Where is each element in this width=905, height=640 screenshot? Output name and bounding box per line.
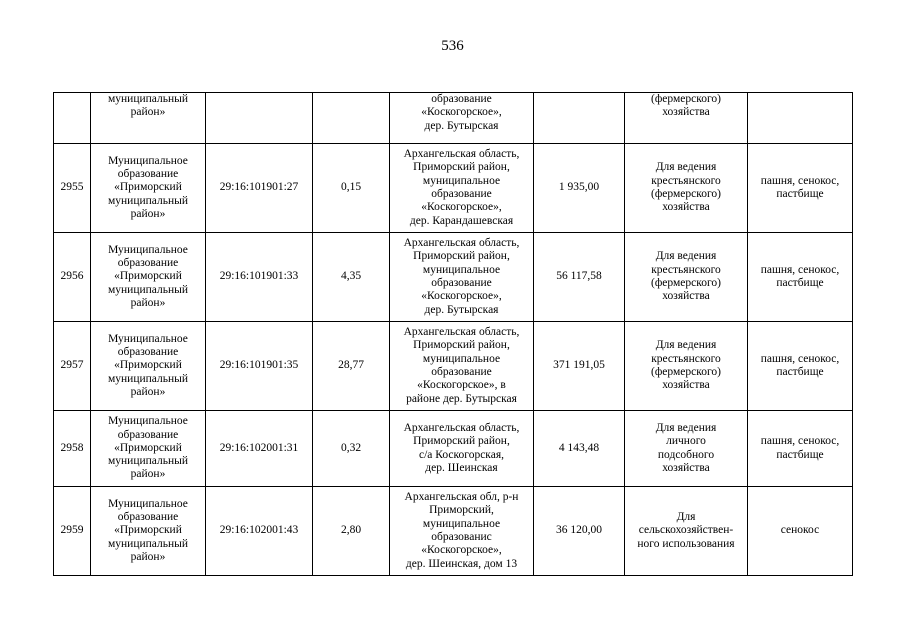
cell-area: 0,15 bbox=[313, 144, 390, 233]
cell-area: 28,77 bbox=[313, 322, 390, 411]
cell-land-type: пашня, сенокос, пастбище bbox=[748, 411, 853, 487]
cell-value: 1 935,00 bbox=[534, 144, 625, 233]
cell-land-type: сенокос bbox=[748, 487, 853, 576]
cell-cadastral: 29:16:101901:35 bbox=[206, 322, 313, 411]
cell-num bbox=[54, 93, 91, 144]
table-row bbox=[54, 411, 853, 487]
cell-owner: Муниципальное образование «Приморский муниципальный район» bbox=[91, 233, 206, 322]
cell-num: 2957 bbox=[54, 322, 91, 411]
cell-land-type: пашня, сенокос, пастбище bbox=[748, 144, 853, 233]
cell-area bbox=[313, 93, 390, 144]
cell-purpose: Для ведения крестьянского (фермерского) хозяйства bbox=[625, 144, 748, 233]
cell-owner: Муниципальное образование «Приморский муниципальный район» bbox=[91, 411, 206, 487]
table-row bbox=[54, 487, 853, 576]
cell-area: 0,32 bbox=[313, 411, 390, 487]
cell-location: Архангельская область, Приморский район, муниципальное образование «Коскогорское», дер. Бутырская bbox=[390, 233, 534, 322]
cell-owner: Муниципальное образование «Приморский муниципальный район» bbox=[91, 322, 206, 411]
cell-land-type bbox=[748, 93, 853, 144]
cell-cadastral: 29:16:101901:27 bbox=[206, 144, 313, 233]
cell-value: 56 117,58 bbox=[534, 233, 625, 322]
table-row-continuation bbox=[54, 93, 853, 144]
cell-num: 2958 bbox=[54, 411, 91, 487]
cell-owner: Муниципальное образование «Приморский муниципальный район» bbox=[91, 487, 206, 576]
cell-location: Архангельская область, Приморский район, с/а Коскогорская, дер. Шеинская bbox=[390, 411, 534, 487]
cell-cadastral: 29:16:102001:31 bbox=[206, 411, 313, 487]
cell-cadastral: 29:16:102001:43 bbox=[206, 487, 313, 576]
cell-value: 371 191,05 bbox=[534, 322, 625, 411]
cell-land-type: пашня, сенокос, пастбище bbox=[748, 322, 853, 411]
cell-cadastral: 29:16:101901:33 bbox=[206, 233, 313, 322]
cell-location: Архангельская обл, р-н Приморский, муниципальное образованис «Коскогорское», дер. Шеинская, дом 13 bbox=[390, 487, 534, 576]
land-plots-table bbox=[53, 92, 853, 576]
cell-area: 2,80 bbox=[313, 487, 390, 576]
cell-purpose: Для ведения крестьянского (фермерского) хозяйства bbox=[625, 233, 748, 322]
cell-area: 4,35 bbox=[313, 233, 390, 322]
cell-purpose: (фермерского) хозяйства bbox=[625, 93, 748, 144]
page-number: 536 bbox=[441, 38, 464, 54]
cell-cadastral bbox=[206, 93, 313, 144]
cell-location: Архангельская область, Приморский район, муниципальное образование «Коскогорское», в районе дер. Бутырская bbox=[390, 322, 534, 411]
cell-purpose: Для ведения личного подсобного хозяйства bbox=[625, 411, 748, 487]
cell-value: 36 120,00 bbox=[534, 487, 625, 576]
cell-owner: муниципальный район» bbox=[91, 93, 206, 144]
cell-num: 2959 bbox=[54, 487, 91, 576]
table-row bbox=[54, 144, 853, 233]
cell-value bbox=[534, 93, 625, 144]
cell-purpose: Для сельскохозяйствен- ного использования bbox=[625, 487, 748, 576]
table-row bbox=[54, 322, 853, 411]
cell-owner: Муниципальное образование «Приморский муниципальный район» bbox=[91, 144, 206, 233]
cell-location: образование «Коскогорское», дер. Бутырская bbox=[390, 93, 534, 144]
cell-num: 2956 bbox=[54, 233, 91, 322]
cell-num: 2955 bbox=[54, 144, 91, 233]
cell-land-type: пашня, сенокос, пастбище bbox=[748, 233, 853, 322]
cell-location: Архангельская область, Приморский район, муниципальное образование «Коскогорское», дер. Карандашевская bbox=[390, 144, 534, 233]
table-row bbox=[54, 233, 853, 322]
cell-value: 4 143,48 bbox=[534, 411, 625, 487]
cell-purpose: Для ведения крестьянского (фермерского) хозяйства bbox=[625, 322, 748, 411]
